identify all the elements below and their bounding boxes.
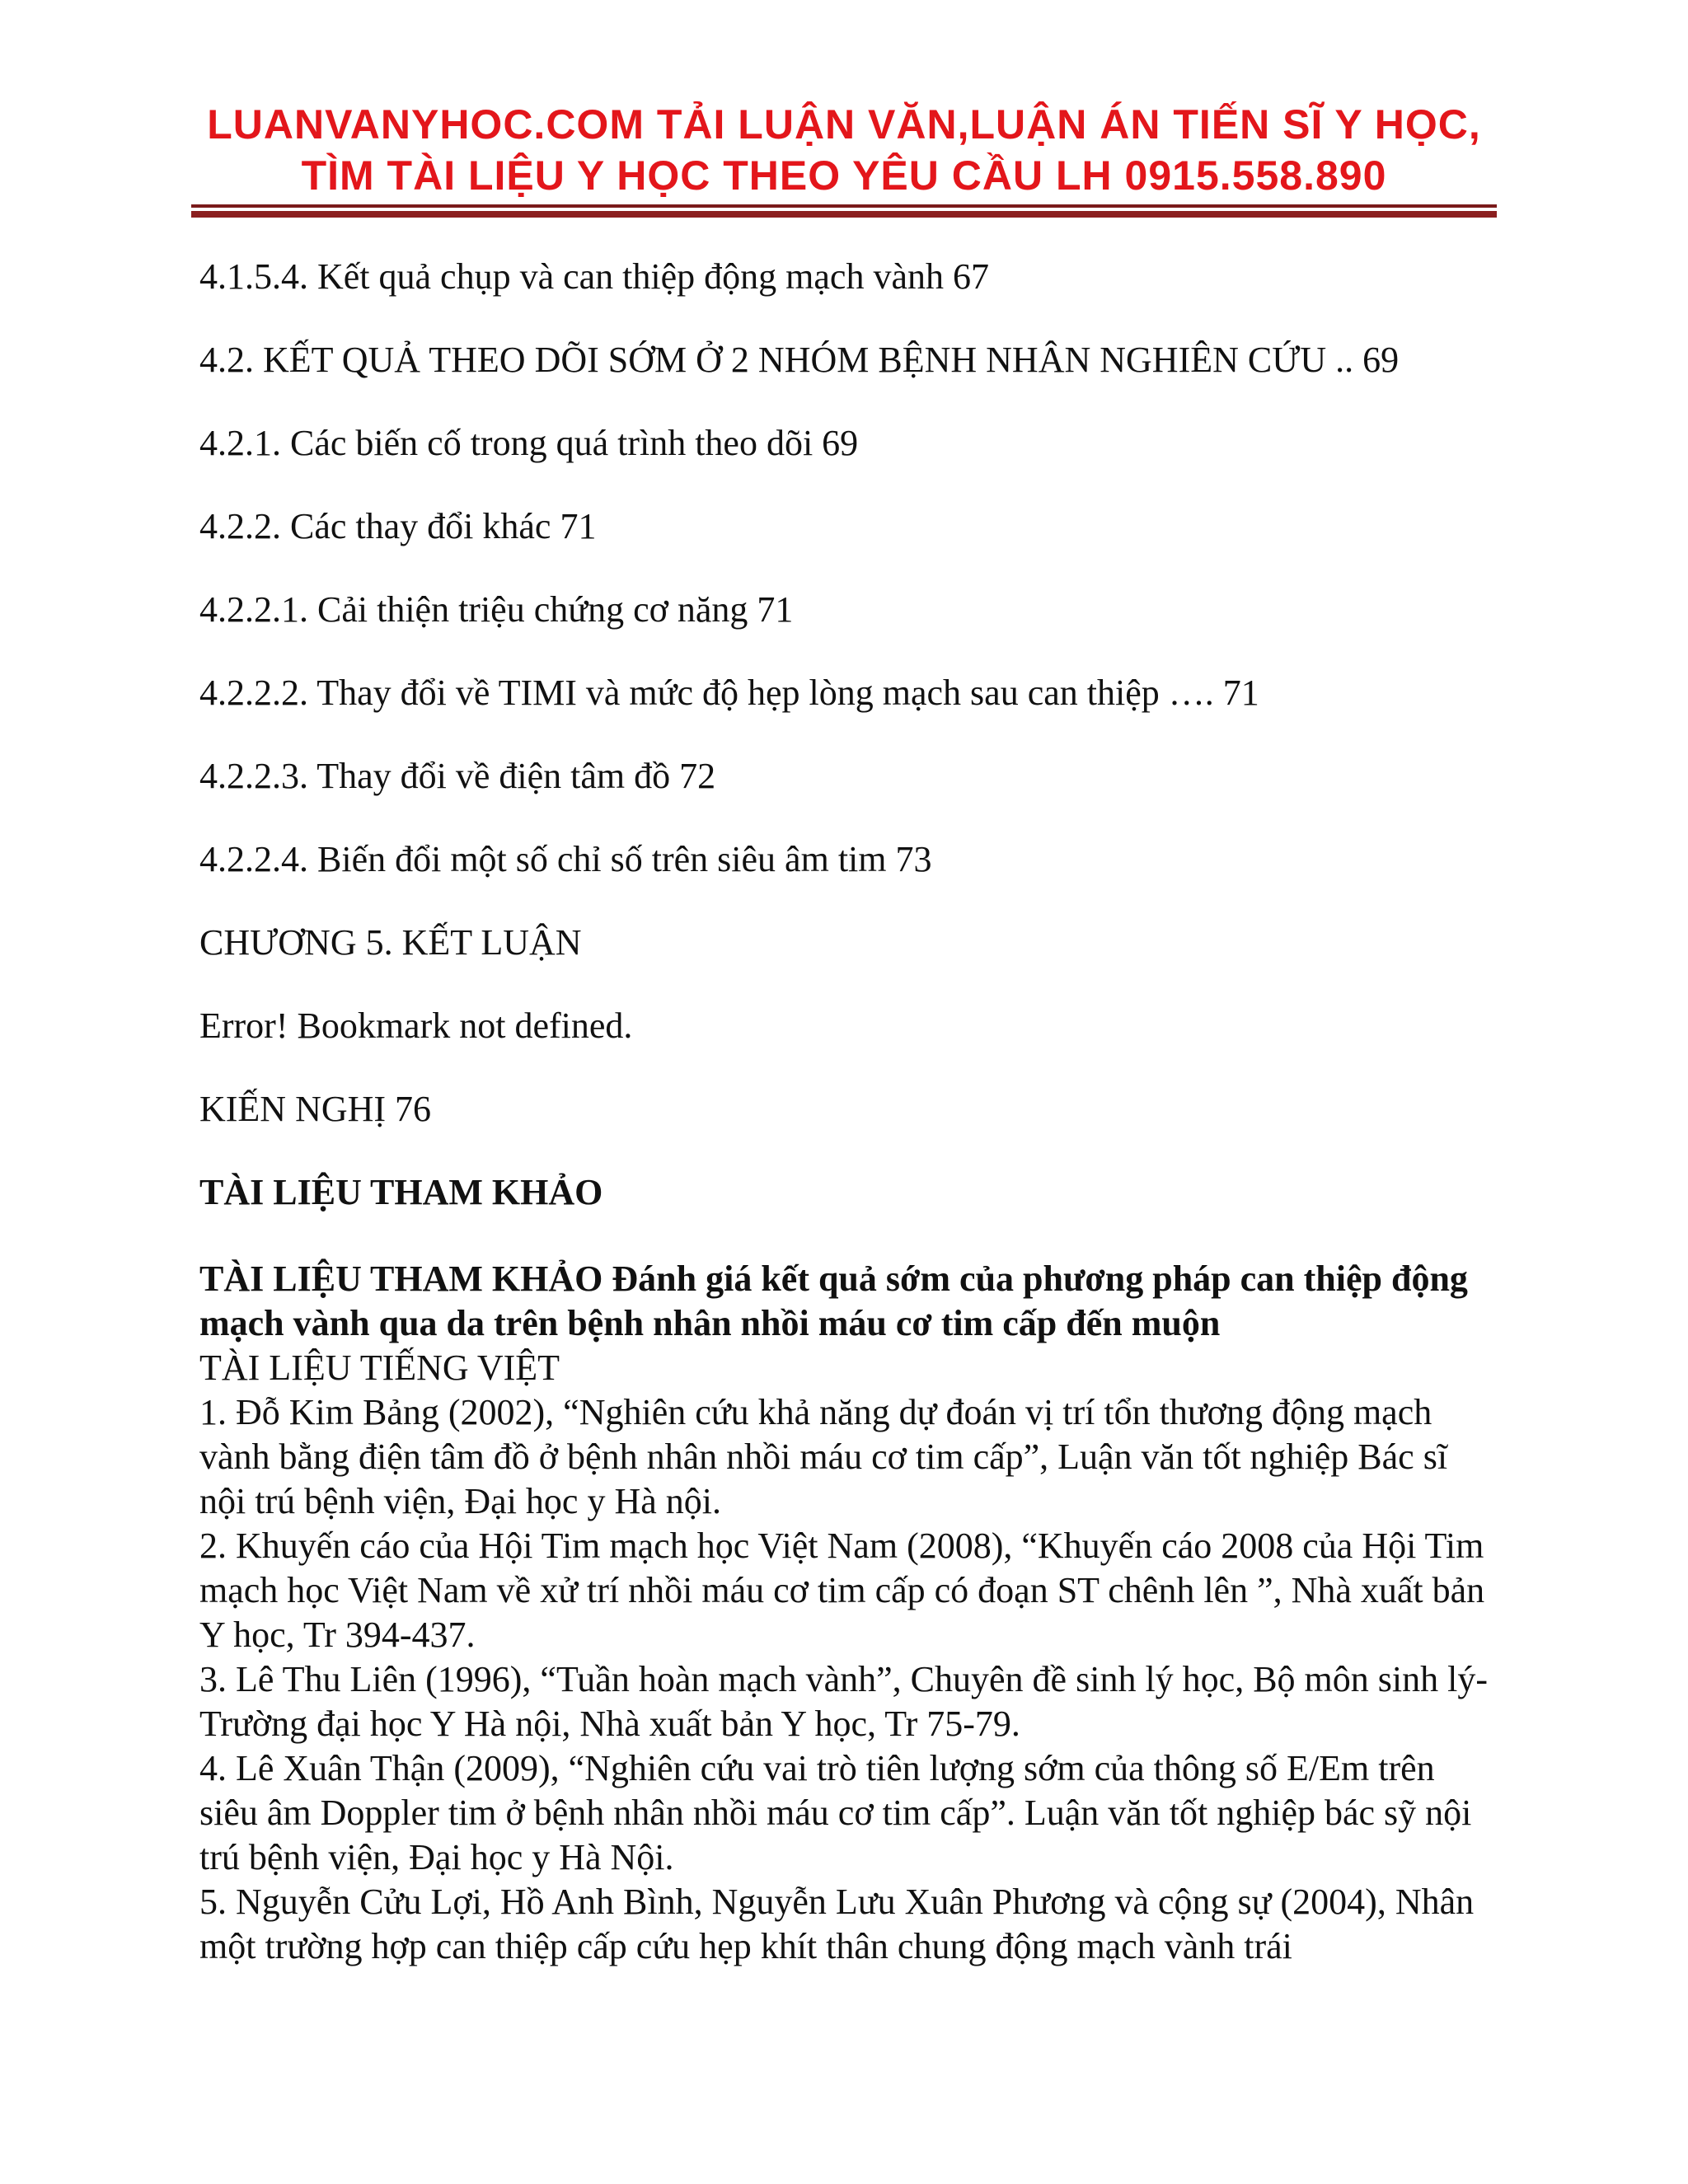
toc-entry: 4.2.2.1. Cải thiện triệu chứng cơ năng 71 bbox=[199, 589, 794, 630]
header-divider-thick bbox=[191, 211, 1497, 218]
toc-entry: Error! Bookmark not defined. bbox=[199, 1005, 633, 1046]
toc-entry: 4.1.5.4. Kết quả chụp và can thiệp động mạch vành 67 bbox=[199, 256, 989, 297]
toc-entry: 4.2.2.4. Biến đổi một số chỉ số trên siêu âm tim 73 bbox=[199, 839, 932, 879]
toc-entry: 4.2.2.2. Thay đổi về TIMI và mức độ hẹp lòng mạch sau can thiệp …. 71 bbox=[199, 673, 1259, 713]
reference-item: 4. Lê Xuân Thận (2009), “Nghiên cứu vai trò tiên lượng sớm của thông số E/Em trên siêu âm Doppler tim ở bệnh nhân nhồi máu cơ tim cấp”. Luận văn tốt nghiệp bác sỹ nội trú bệnh viện, Đại học y Hà Nội. bbox=[199, 1748, 1472, 1877]
toc-entry: KIẾN NGHỊ 76 bbox=[199, 1089, 432, 1129]
references-subheading: TÀI LIỆU TIẾNG VIỆT bbox=[199, 1347, 560, 1388]
references-title: TÀI LIỆU THAM KHẢO Đánh giá kết quả sớm của phương pháp can thiệp động mạch vành qua da trên bệnh nhân nhồi máu cơ tim cấp đến muộn bbox=[199, 1258, 1468, 1343]
reference-item: 3. Lê Thu Liên (1996), “Tuần hoàn mạch vành”, Chuyên đề sinh lý học, Bộ môn sinh lý-Trường đại học Y Hà nội, Nhà xuất bản Y học, Tr 75-79. bbox=[199, 1659, 1488, 1744]
page-header bbox=[191, 99, 1497, 201]
references-section bbox=[199, 1257, 1502, 1969]
reference-item: 2. Khuyến cáo của Hội Tim mạch học Việt Nam (2008), “Khuyến cáo 2008 của Hội Tim mạch học Việt Nam về xử trí nhồi máu cơ tim cấp có đoạn ST chênh lên ”, Nhà xuất bản Y học, Tr 394-437. bbox=[199, 1526, 1485, 1655]
reference-item: 1. Đỗ Kim Bảng (2002), “Nghiên cứu khả năng dự đoán vị trí tổn thương động mạch vành bằng điện tâm đồ ở bệnh nhân nhồi máu cơ tim cấp”, Luận văn tốt nghiệp Bác sĩ nội trú bệnh viện, Đại học y Hà nội. bbox=[199, 1392, 1448, 1521]
toc-entry: 4.2.2. Các thay đổi khác 71 bbox=[199, 506, 597, 546]
references-heading: TÀI LIỆU THAM KHẢO bbox=[199, 1172, 603, 1212]
toc-entry: 4.2.1. Các biến cố trong quá trình theo dõi 69 bbox=[199, 423, 859, 463]
header-divider-thin bbox=[191, 204, 1497, 208]
toc-entry: CHƯƠNG 5. KẾT LUẬN bbox=[199, 922, 582, 963]
toc-entry: 4.2. KẾT QUẢ THEO DÕI SỚM Ở 2 NHÓM BỆNH NHÂN NGHIÊN CỨU .. 69 bbox=[199, 340, 1400, 380]
header-line-2: TÌM TÀI LIỆU Y HỌC THEO YÊU CẦU LH 0915.558.890 bbox=[301, 152, 1387, 199]
reference-item: 5. Nguyễn Cửu Lợi, Hồ Anh Bình, Nguyễn Lưu Xuân Phương và cộng sự (2004), Nhân một trường hợp can thiệp cấp cứu hẹp khít thân chung động mạch vành trái bbox=[199, 1882, 1475, 1966]
toc-entry: 4.2.2.3. Thay đổi về điện tâm đồ 72 bbox=[199, 756, 716, 796]
header-line-1: LUANVANYHOC.COM TẢI LUẬN VĂN,LUẬN ÁN TIẾN SĨ Y HỌC, bbox=[207, 101, 1481, 148]
